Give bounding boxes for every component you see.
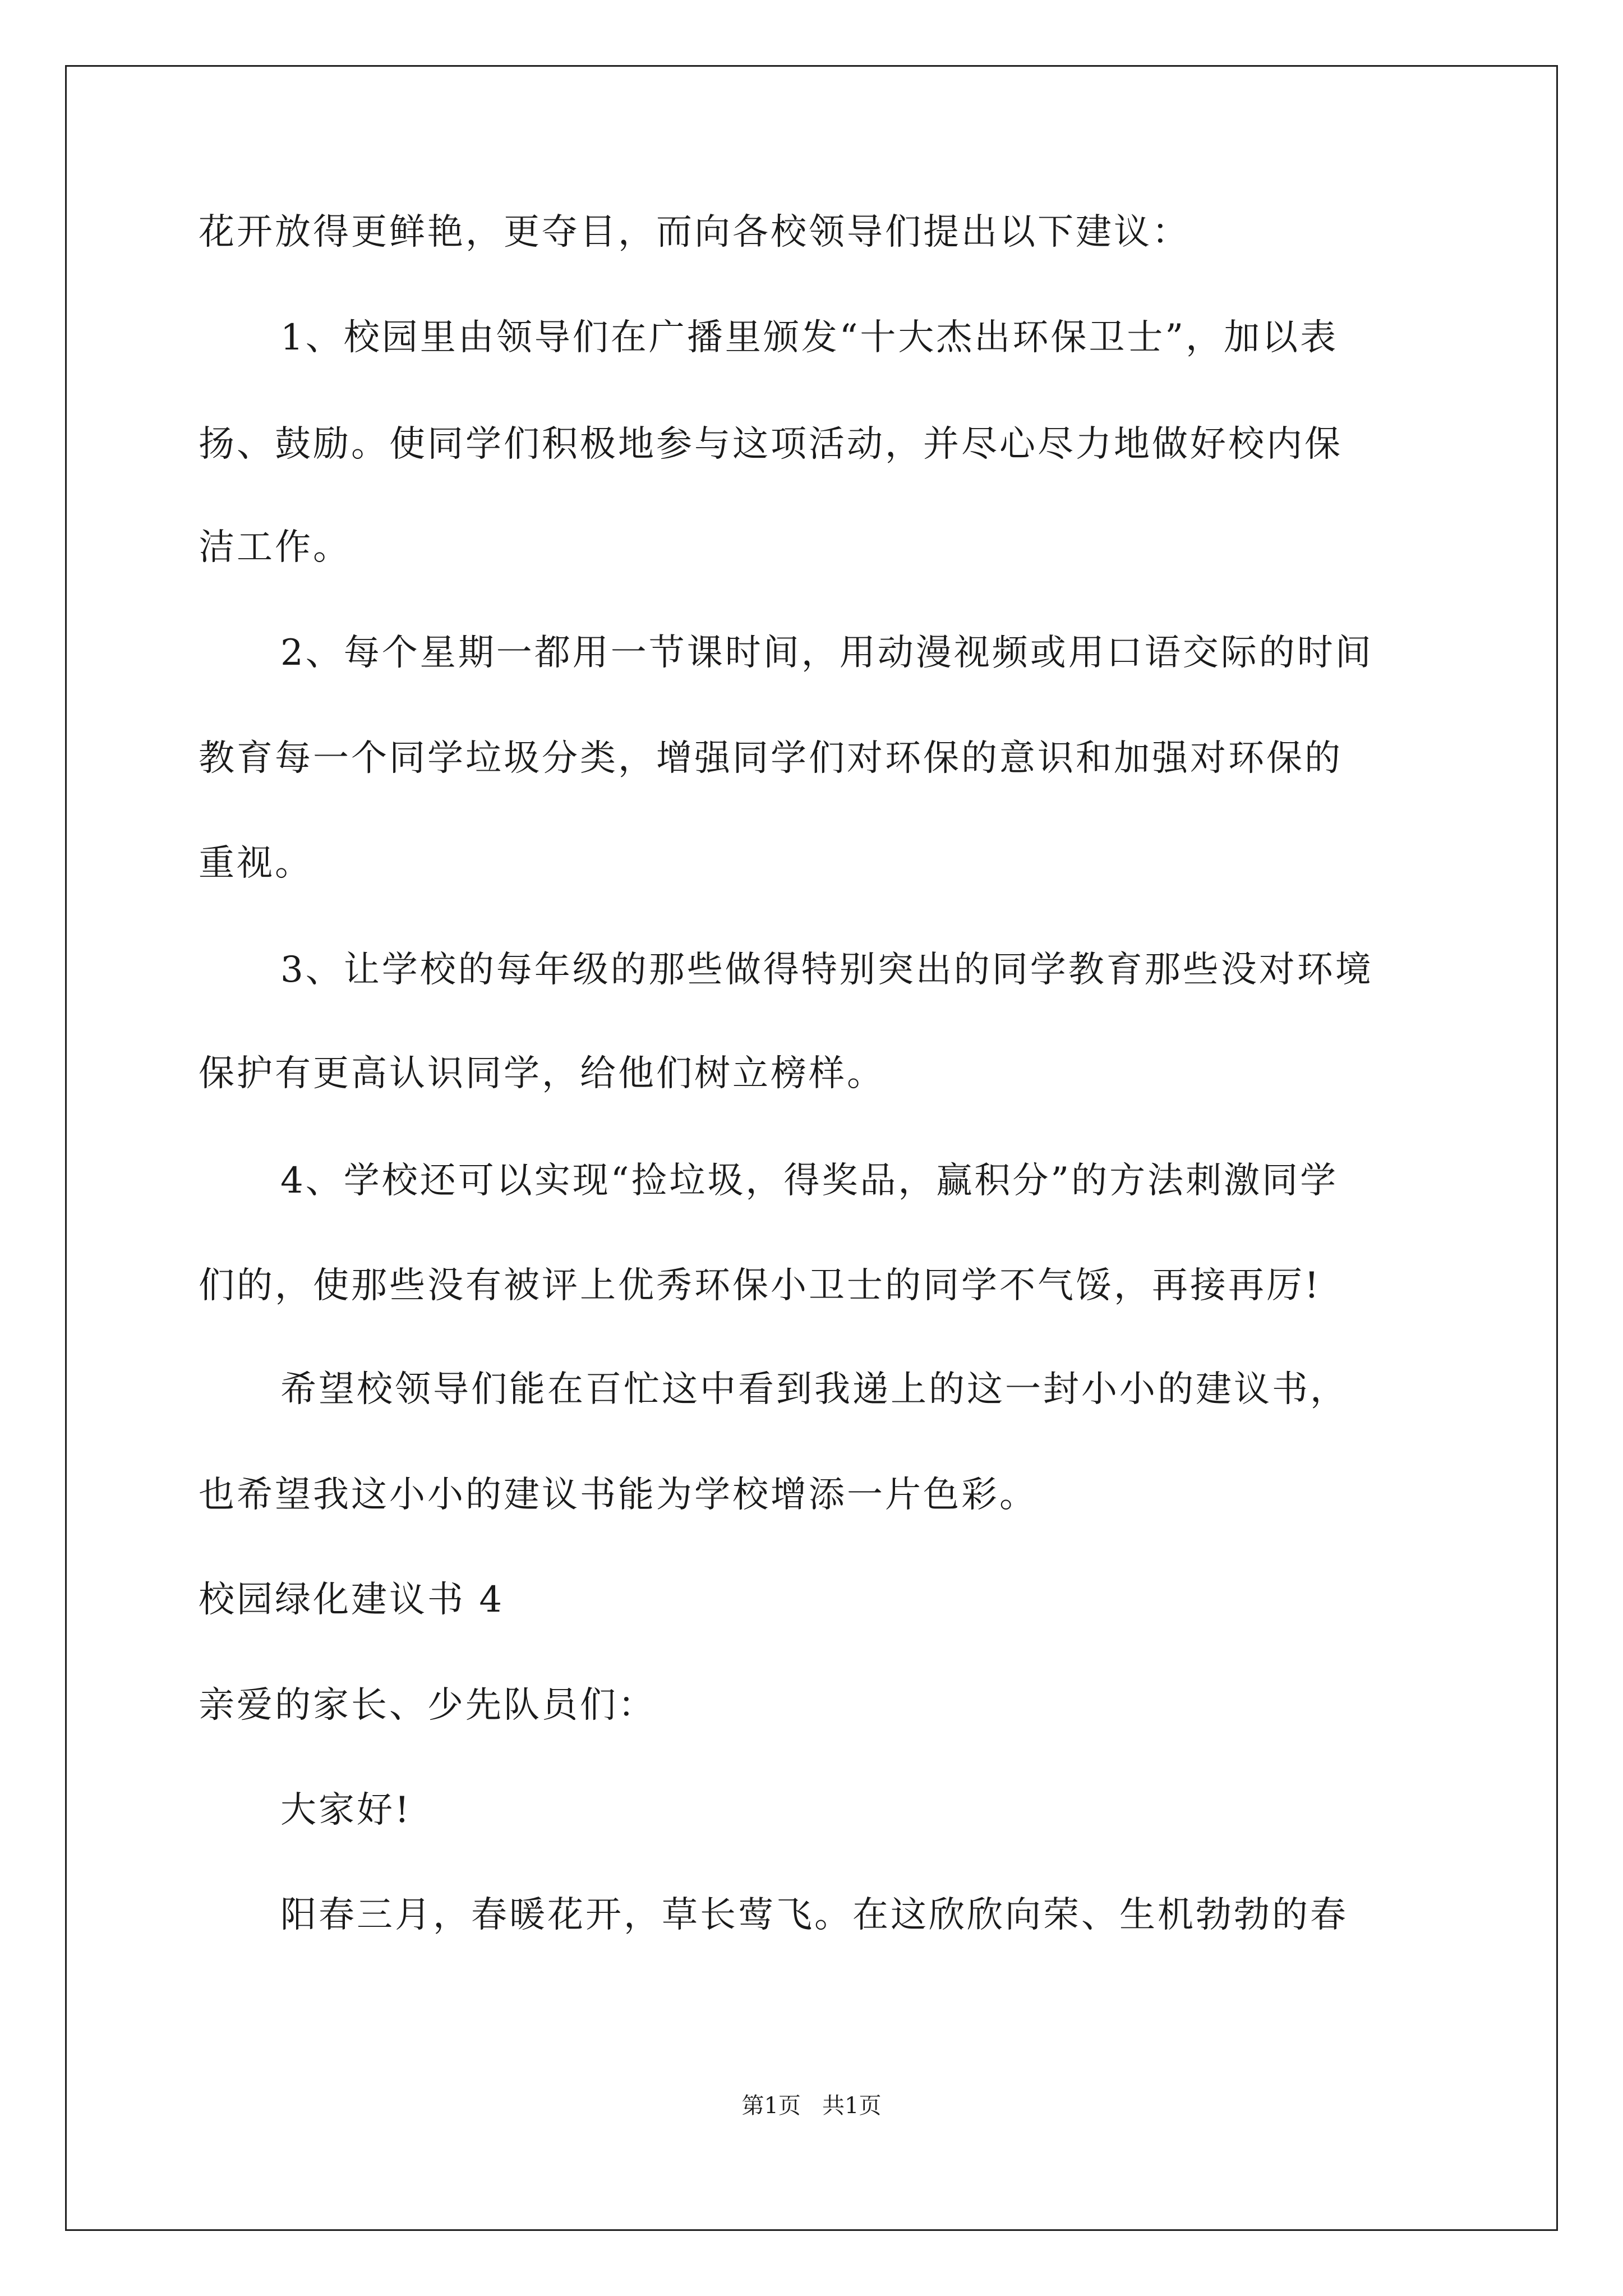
paragraph-line: 也希望我这小小的建议书能为学校增添一片色彩。 <box>199 1474 1038 1516</box>
paragraph-line: 洁工作。 <box>199 527 351 568</box>
paragraph-line: 4、学校还可以实现“捡垃圾，得奖品，赢积分”的方法刺激同学 <box>280 1160 1339 1202</box>
paragraph-line: 重视。 <box>199 843 313 884</box>
paragraph-line: 保护有更高认识同学，给他们树立榜样。 <box>199 1053 885 1094</box>
paragraph-line: 扬、鼓励。使同学们积极地参与这项活动，并尽心尽力地做好校内保 <box>199 424 1343 465</box>
section-heading: 校园绿化建议书 4 <box>199 1579 505 1621</box>
paragraph-line: 花开放得更鲜艳，更夺目，而向各校领导们提出以下建议： <box>199 211 1190 253</box>
paragraph-line: 希望校领导们能在百忙这中看到我递上的这一封小小的建议书， <box>280 1369 1348 1410</box>
greeting: 大家好! <box>280 1789 412 1831</box>
page-footer: 第1页 共1页 <box>741 2093 882 2119</box>
paragraph-line: 1、校园里由领导们在广播里颁发“十大杰出环保卫士”，加以表 <box>280 317 1339 358</box>
paragraph-line: 3、让学校的每年级的那些做得特别突出的同学教育那些没对环境 <box>280 949 1373 991</box>
paragraph-line: 阳春三月，春暖花开，草长莺飞。在这欣欣向荣、生机勃勃的春 <box>280 1894 1348 1936</box>
paragraph-line: 们的，使那些没有被评上优秀环保小卫士的同学不气馁，再接再厉! <box>199 1265 1321 1306</box>
paragraph-line: 教育每一个同学垃圾分类，增强同学们对环保的意识和加强对环保的 <box>199 738 1343 779</box>
salutation: 亲爱的家长、少先队员们： <box>199 1685 656 1726</box>
paragraph-line: 2、每个星期一都用一节课时间，用动漫视频或用口语交际的时间 <box>280 632 1373 674</box>
